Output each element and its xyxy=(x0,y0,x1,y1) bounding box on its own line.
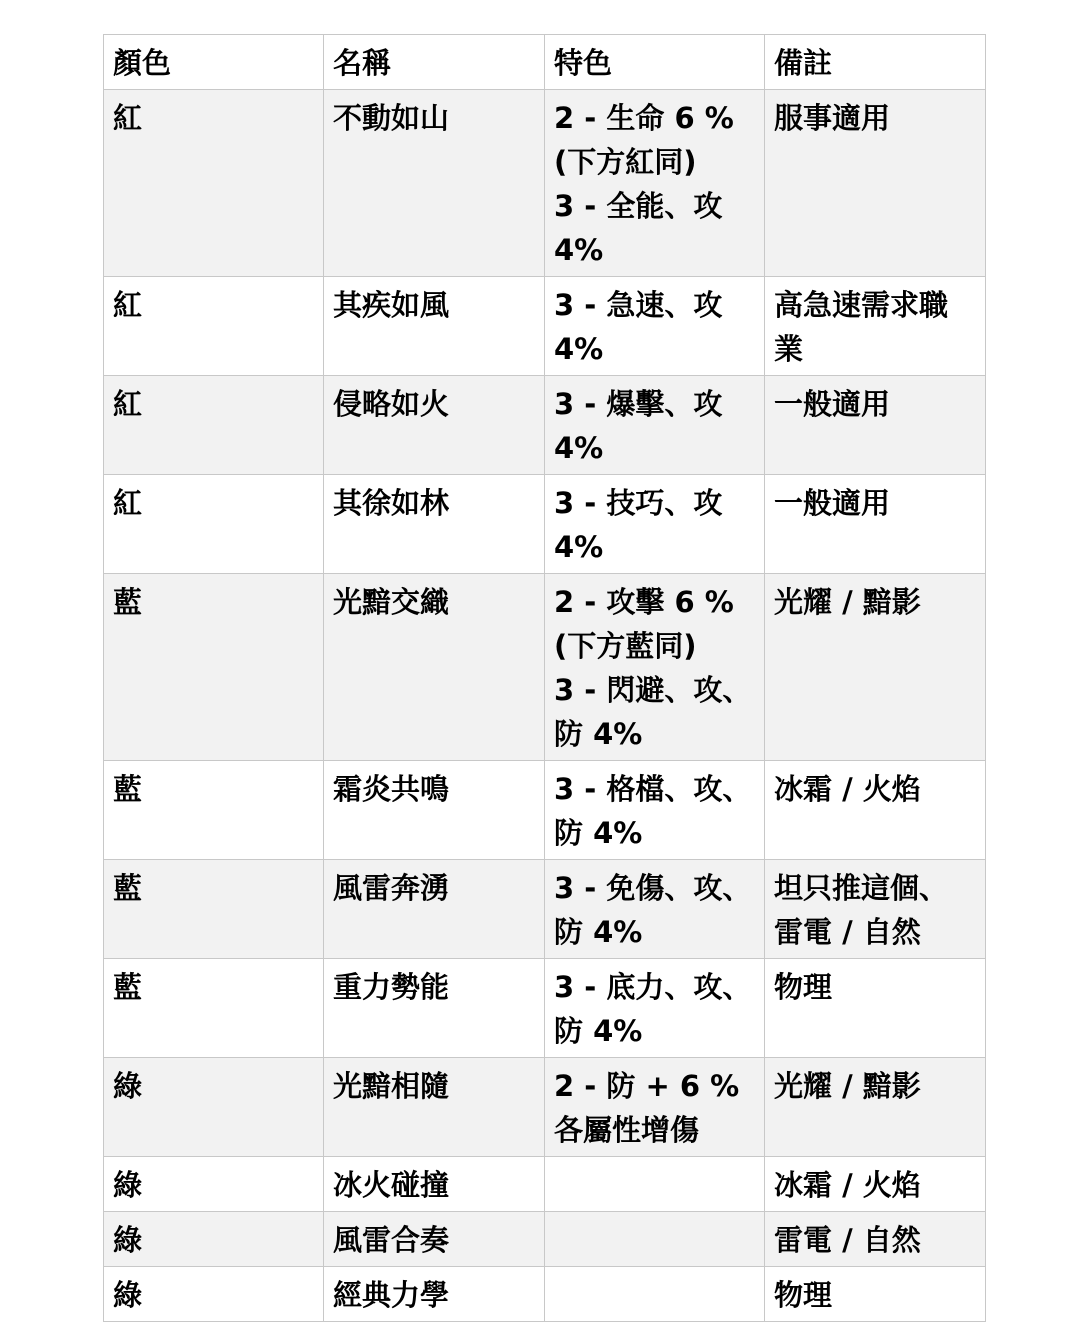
cell-color: 綠 xyxy=(104,1267,324,1322)
table-row xyxy=(104,1267,986,1322)
cell-note: 冰霜 / 火焰 xyxy=(765,761,986,860)
cell-note: 光耀 / 黯影 xyxy=(765,1058,986,1157)
table-row xyxy=(104,475,986,574)
cell-feature: 2 - 攻擊 6 % (下方藍同) 3 - 閃避、攻、 防 4% xyxy=(545,574,765,761)
cell-name: 風雷奔湧 xyxy=(324,860,545,959)
cell-note: 高急速需求職 業 xyxy=(765,277,986,376)
cell-name: 冰火碰撞 xyxy=(324,1157,545,1212)
cell-feature: 3 - 爆擊、攻 4% xyxy=(545,376,765,475)
table-row xyxy=(104,376,986,475)
cell-name: 不動如山 xyxy=(324,90,545,277)
cell-note: 光耀 / 黯影 xyxy=(765,574,986,761)
cell-feature: 3 - 免傷、攻、 防 4% xyxy=(545,860,765,959)
cell-color: 紅 xyxy=(104,475,324,574)
cell-name: 其徐如林 xyxy=(324,475,545,574)
table-row xyxy=(104,1157,986,1212)
table-row xyxy=(104,90,986,277)
table-row xyxy=(104,761,986,860)
cell-note: 一般適用 xyxy=(765,475,986,574)
cell-color: 紅 xyxy=(104,90,324,277)
header-color: 顏色 xyxy=(104,35,324,90)
cell-note: 雷電 / 自然 xyxy=(765,1212,986,1267)
cell-name: 重力勢能 xyxy=(324,959,545,1058)
cell-color: 藍 xyxy=(104,761,324,860)
cell-feature: 3 - 急速、攻 4% xyxy=(545,277,765,376)
cell-color: 綠 xyxy=(104,1212,324,1267)
table-row xyxy=(104,277,986,376)
cell-note: 服事適用 xyxy=(765,90,986,277)
cell-note: 坦只推這個、 雷電 / 自然 xyxy=(765,860,986,959)
cell-name: 光黯交織 xyxy=(324,574,545,761)
cell-color: 藍 xyxy=(104,959,324,1058)
cell-color: 紅 xyxy=(104,277,324,376)
cell-note: 物理 xyxy=(765,1267,986,1322)
cell-color: 綠 xyxy=(104,1157,324,1212)
table-row xyxy=(104,860,986,959)
cell-name: 霜炎共鳴 xyxy=(324,761,545,860)
cell-feature xyxy=(545,1157,765,1212)
cell-color: 綠 xyxy=(104,1058,324,1157)
cell-note: 一般適用 xyxy=(765,376,986,475)
cell-feature xyxy=(545,1267,765,1322)
cell-note: 物理 xyxy=(765,959,986,1058)
cell-feature: 2 - 防 + 6 % 各屬性增傷 xyxy=(545,1058,765,1157)
cell-feature: 3 - 格檔、攻、 防 4% xyxy=(545,761,765,860)
cell-feature: 3 - 底力、攻、 防 4% xyxy=(545,959,765,1058)
cell-name: 侵略如火 xyxy=(324,376,545,475)
cell-color: 藍 xyxy=(104,860,324,959)
cell-feature: 2 - 生命 6 % (下方紅同) 3 - 全能、攻 4% xyxy=(545,90,765,277)
cell-feature xyxy=(545,1212,765,1267)
cell-note: 冰霜 / 火焰 xyxy=(765,1157,986,1212)
table-row xyxy=(104,574,986,761)
cell-color: 藍 xyxy=(104,574,324,761)
table-row xyxy=(104,1058,986,1157)
gem-set-table xyxy=(103,34,986,1322)
cell-name: 經典力學 xyxy=(324,1267,545,1322)
cell-color: 紅 xyxy=(104,376,324,475)
header-note: 備註 xyxy=(765,35,986,90)
table-row xyxy=(104,959,986,1058)
cell-name: 風雷合奏 xyxy=(324,1212,545,1267)
table-row xyxy=(104,1212,986,1267)
header-feature: 特色 xyxy=(545,35,765,90)
cell-name: 光黯相隨 xyxy=(324,1058,545,1157)
table-header-row xyxy=(104,35,986,90)
header-name: 名稱 xyxy=(324,35,545,90)
cell-name: 其疾如風 xyxy=(324,277,545,376)
cell-feature: 3 - 技巧、攻 4% xyxy=(545,475,765,574)
